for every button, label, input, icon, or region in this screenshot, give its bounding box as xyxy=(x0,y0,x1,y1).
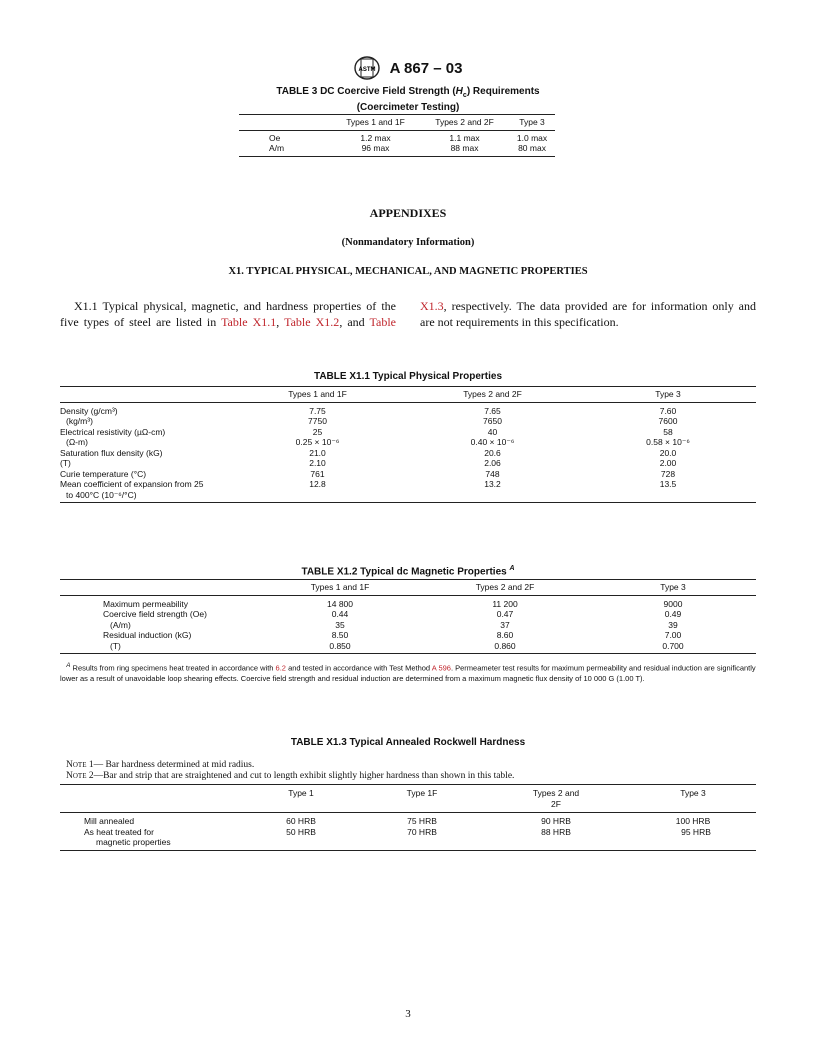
astm-logo-icon xyxy=(354,56,380,80)
table-row: (A/m) 35 37 39 xyxy=(110,619,678,630)
table-row: Density (g/cm³) 7.75 7.65 7.60 xyxy=(60,405,677,416)
table-row: Coercive field strength (Oe) 0.44 0.47 0.49 xyxy=(103,609,682,619)
table-row: Mean coefficient of expansion from 25 12.8 13.2 13.5 xyxy=(60,479,677,489)
link-table-x1-1[interactable]: Table X1.1 xyxy=(221,315,277,329)
section-title: X1. TYPICAL PHYSICAL, MECHANICAL, AND MAGNETIC PROPERTIES xyxy=(228,266,588,277)
table-row: Maximum permeability 14 800 11 200 9000 xyxy=(103,598,683,609)
table-row: Residual induction (kG) 8.50 8.60 7.00 xyxy=(103,630,682,640)
table-row: to 400°C (10⁻⁶/°C) xyxy=(60,490,756,503)
table-row: Saturation flux density (kG) 21.0 20.6 20.0 xyxy=(60,447,677,458)
table-x1-3-title: TABLE X1.3 Typical Annealed Rockwell Hardness xyxy=(290,737,526,748)
table-header-row: Types 1 and 1F Types 2 and 2F Type 3 xyxy=(60,387,756,403)
logo-text: ASTM xyxy=(358,67,376,73)
table-header-row: Types 1 and 1F Types 2 and 2F Type 3 xyxy=(60,580,756,596)
table-x1-2-title: TABLE X1.2 Typical dc Magnetic Properties $^A$ xyxy=(301,565,515,578)
table-row: magnetic properties xyxy=(60,837,756,850)
table-x1-1-title: TABLE X1.1 Typical Physical Properties xyxy=(313,371,503,382)
page-number: 3 xyxy=(405,1008,411,1020)
link-section-6-2[interactable]: 6.2 xyxy=(275,663,286,673)
table3-title: TABLE 3 DC Coercive Field Strength $(H_c)$ Requirements (Coercimeter Testing) xyxy=(276,86,540,113)
table-row: (T) 0.850 0.860 0.700 xyxy=(60,641,756,654)
appendix-subtitle: (Nonmandatory Information) xyxy=(341,237,475,248)
table-x1-3-note-1: Note 1— Bar hardness determined at mid radius. xyxy=(66,760,255,770)
table-row: Electrical resistivity (µΩ-cm) 25 40 58 xyxy=(60,426,673,437)
table-row: (T) 2.10 2.06 2.00 xyxy=(60,458,677,468)
paragraph-x1-1: X1.1 Typical physical, magnetic, and hardness properties of the five types of steel are listed in Table X1.1, Table X1.2, and Table X1.3, respectively. The data provided are for information only and are not requirements in this specification. xyxy=(60,299,756,329)
document-header xyxy=(0,56,816,80)
appendix-title: APPENDIXES xyxy=(369,206,447,220)
table-row: A/m 96 max 88 max 80 max xyxy=(239,143,555,156)
table-row: Curie temperature (°C) 761 748 728 xyxy=(60,468,676,479)
link-table-x1-3[interactable]: Table X1.3 xyxy=(369,299,444,329)
table-row: (kg/m³) 7750 7650 7600 xyxy=(66,416,678,426)
document-id: A 867 – 03 xyxy=(389,59,463,77)
table-x1-3 xyxy=(60,784,756,851)
table-x1-2-footnote: $^A$ Results from ring specimens heat treated in accordance with 6.2 and tested in accordance with Test Method A 596. Permeameter test results for maximum permeability and residual induction are significantly lower as a result of unavoidable loop shearing effects. Coercive field strength and residual induction are determined from a maximum magnetic flux density of 10 000 G (1.00 T). xyxy=(60,662,756,683)
table-x1-1 xyxy=(60,386,756,503)
table-x1-2 xyxy=(60,579,756,654)
link-table-x1-2[interactable]: Table X1.2 xyxy=(284,315,340,329)
table-x1-3-note-2: Note 2—Bar and strip that are straightened and cut to length exhibit slightly higher hardness than shown in this table. xyxy=(66,771,515,781)
table-row: Mill annealed 60 HRB 75 HRB 90 HRB 100 HRB xyxy=(84,816,711,826)
table-row: As heat treated for 50 HRB 70 HRB 88 HRB 95 HRB xyxy=(84,826,711,837)
table3 xyxy=(239,114,555,157)
table-row: (Ω-m) 0.25 × 10⁻⁶ 0.40 × 10⁻⁶ 0.58 × 10⁻⁶ xyxy=(66,437,690,447)
table-header-row: Type 1 Type 1F Types 2 and 2F Type 3 xyxy=(60,785,756,813)
table-header-row: Types 1 and 1F Types 2 and 2F Type 3 xyxy=(239,115,555,131)
link-a596[interactable]: A 596 xyxy=(431,663,451,673)
table-row: Oe 1.2 max 1.1 max 1.0 max xyxy=(269,132,548,143)
